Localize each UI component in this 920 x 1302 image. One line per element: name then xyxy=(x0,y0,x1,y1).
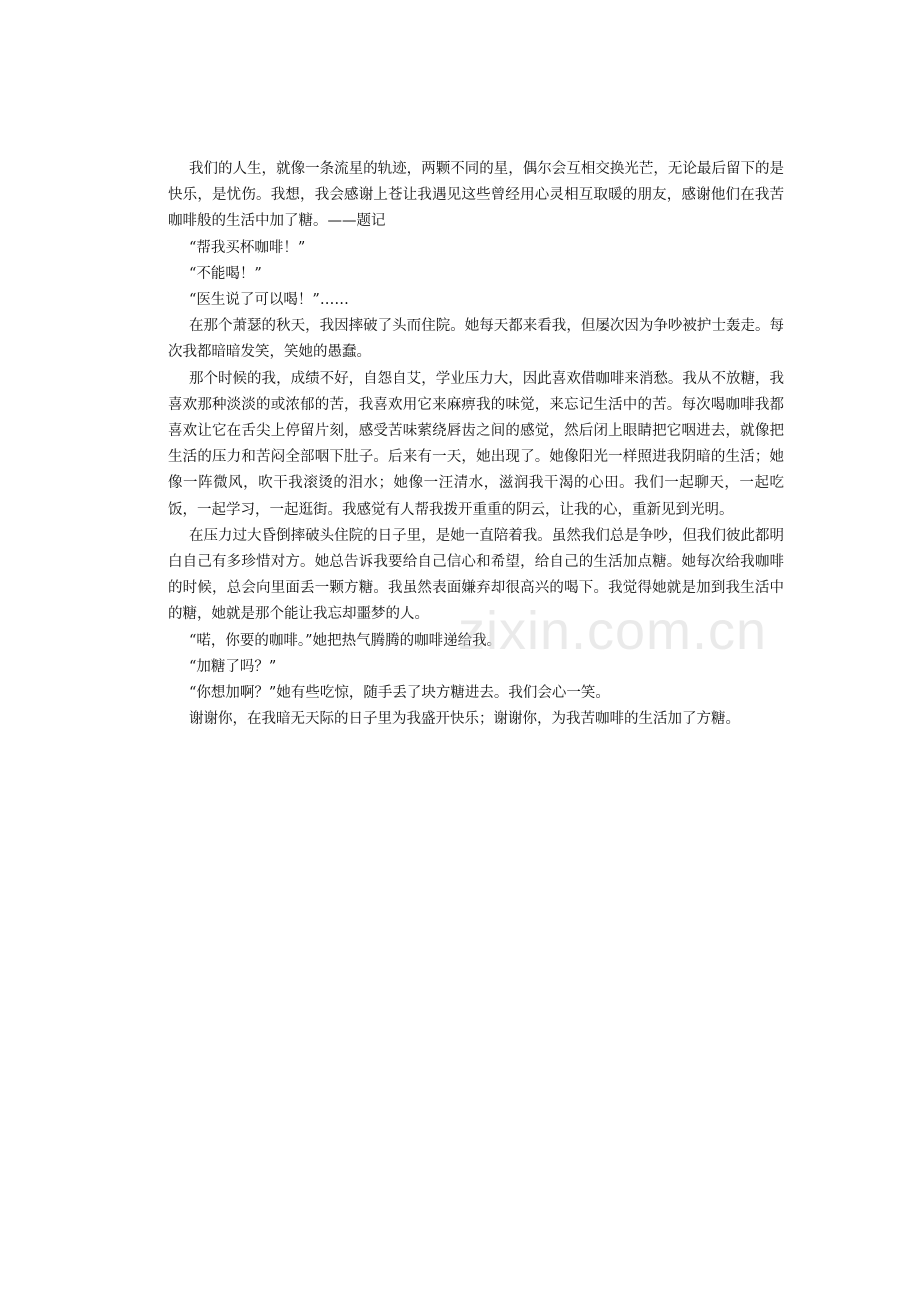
dialogue-line: “喏，你要的咖啡。”她把热气腾腾的咖啡递给我。 xyxy=(189,632,502,649)
dialogue-line: “不能喝！” xyxy=(189,265,262,282)
dialogue-line: “加糖了吗？” xyxy=(189,658,277,675)
essay-body xyxy=(168,156,784,732)
watermark-logo: zixin.com.cn xyxy=(458,601,768,661)
closing-paragraph: 谢谢你，在我暗无天际的日子里为我盛开快乐；谢谢你，为我苦咖啡的生活加了方糖。 xyxy=(189,711,740,728)
body-paragraph: 在压力过大昏倒摔破头住院的日子里，是她一直陪着我。虽然我们总是争吵，但我们彼此都明白自己有多珍惜对方。她总告诉我要给自己信心和希望，给自己的生活加点糖。她每次给我咖啡的时候，总会向里面丢一颗方糖。我虽然表面嫌弃却很高兴的喝下。我觉得她就是加到我生活中的糖，她就是那个能让我忘却噩梦的人。 xyxy=(168,527,784,623)
dialogue-line: “你想加啊？”她有些吃惊，随手丢了块方糖进去。我们会心一笑。 xyxy=(189,685,610,702)
dialogue-line: “医生说了可以喝！”…… xyxy=(189,292,349,309)
body-paragraph: 在那个萧瑟的秋天，我因摔破了头而住院。她每天都来看我，但屡次因为争吵被护士轰走。每次我都暗暗发笑，笑她的愚蠢。 xyxy=(168,318,784,361)
preface-paragraph: 我们的人生，就像一条流星的轨迹，两颗不同的星，偶尔会互相交换光芒，无论最后留下的是快乐，是忧伤。我想，我会感谢上苍让我遇见这些曾经用心灵相互取暖的朋友，感谢他们在我苦咖啡般的生活中加了糖。——题记 xyxy=(168,161,784,230)
dialogue-line: “帮我买杯咖啡！” xyxy=(189,239,306,256)
body-paragraph: 那个时候的我，成绩不好，自怨自艾，学业压力大，因此喜欢借咖啡来消愁。我从不放糖，我喜欢那种淡淡的或浓郁的苦，我喜欢用它来麻痹我的味觉，来忘记生活中的苦。每次喝咖啡我都喜欢让它在舌尖上停留片刻，感受苦味萦绕唇齿之间的感觉，然后闭上眼睛把它咽进去，就像把生活的压力和苦闷全部咽下肚子。后来有一天，她出现了。她像阳光一样照进我阴暗的生活；她像一阵微风，吹干我滚烫的泪水；她像一汪清水，滋润我干渴的心田。我们一起聊天，一起吃饭，一起学习，一起逛街。我感觉有人帮我拨开重重的阴云，让我的心，重新见到光明。 xyxy=(168,370,784,518)
